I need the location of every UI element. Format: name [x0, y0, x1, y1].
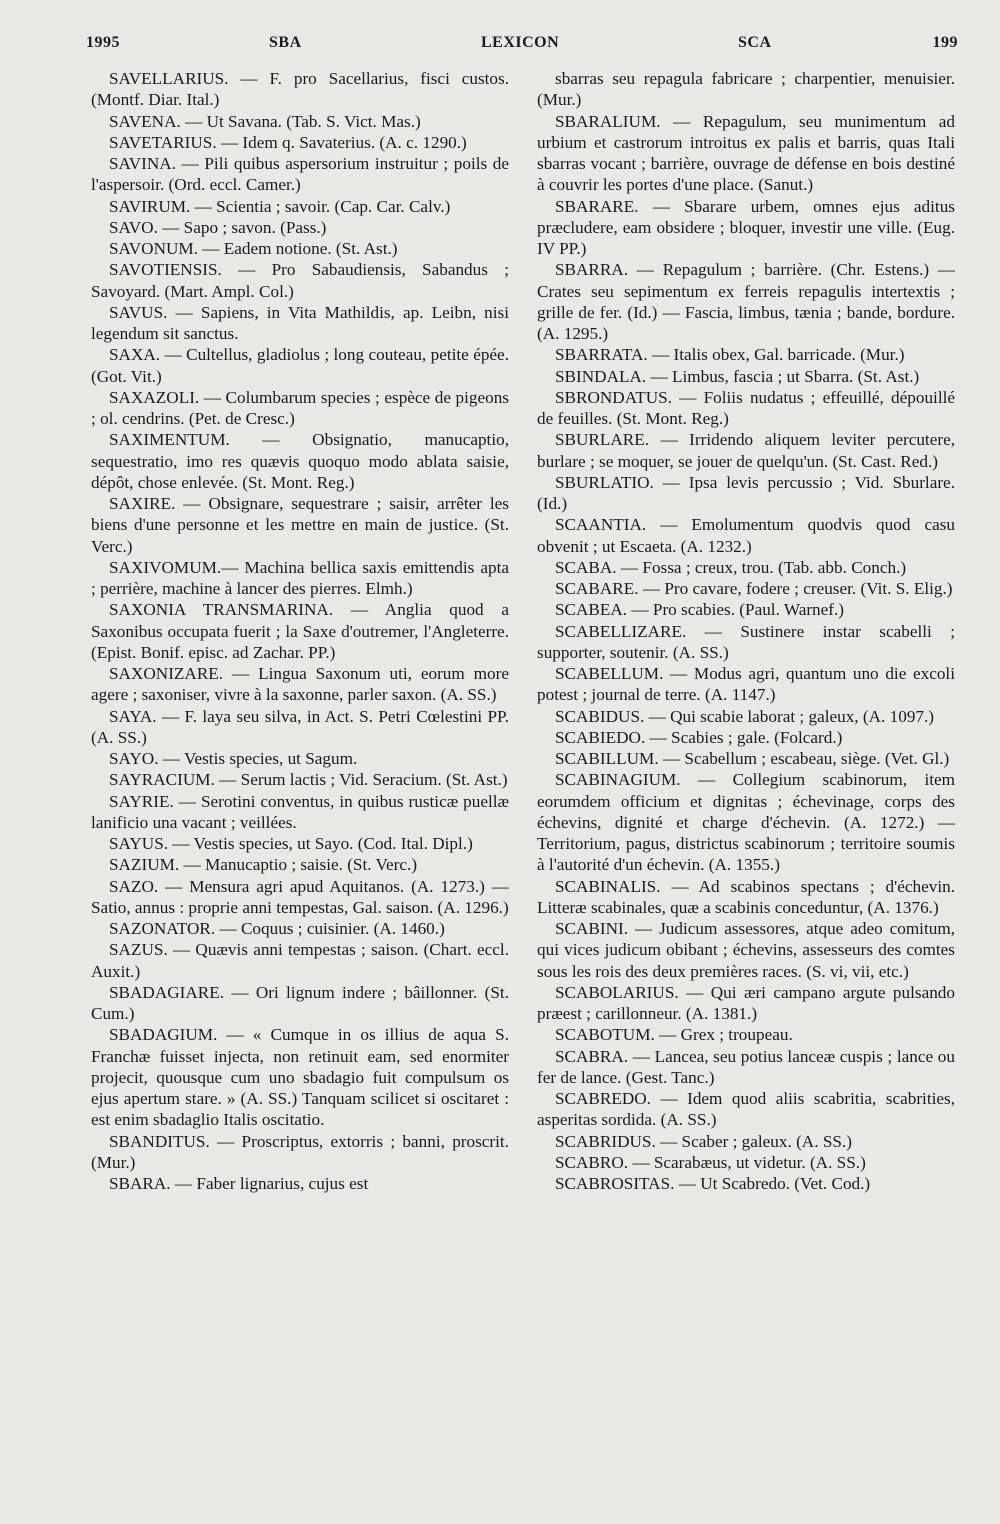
dictionary-entry: SAVUS. — Sapiens, in Vita Mathildis, ap. Leibn, nisi legendum sit sanctus. [91, 302, 509, 343]
dictionary-entry: SAVINA. — Pili quibus aspersorium instruitur ; poils de l'aspersoir. (Ord. eccl. Camer.) [91, 154, 509, 195]
dictionary-entry: sbarras seu repagula fabricare ; charpentier, menuisier. (Mur.) [537, 69, 955, 110]
dictionary-entry: SAVOTIENSIS. — Pro Sabaudiensis, Sabandus ; Savoyard. (Mart. Ampl. Col.) [91, 260, 509, 301]
dictionary-entry: SAVETARIUS. — Idem q. Savaterius. (A. c. 1290.) [109, 132, 467, 152]
dictionary-entry: SAVIRUM. — Scientia ; savoir. (Cap. Car. Calv.) [109, 196, 451, 216]
dictionary-entry: SBARRATA. — Italis obex, Gal. barricade. (Mur.) [555, 345, 905, 365]
dictionary-entry: SBARARE. — Sbarare urbem, omnes ejus aditus præcludere, eam obsidere ; bloquer, investir une ville. (Eug. IV PP.) [537, 196, 955, 258]
dictionary-entry: SCABILLUM. — Scabellum ; escabeau, siège. (Vet. Gl.) [555, 749, 950, 768]
dictionary-entry: SCABROSITAS. — Ut Scabredo. (Vet. Cod.) [555, 1174, 871, 1193]
dictionary-entry: SCABINI. — Judicum assessores, atque adeo comitum, qui vices judicum obibant ; échevins, assesseurs des comtes sous les rois des deux premières races. (S. vi, vii, etc.) [537, 919, 955, 981]
dictionary-entry: SAXIVOMUM.— Machina bellica saxis emittendis apta ; perrière, machine à lancer des pierres. Elmh.) [91, 557, 509, 598]
dictionary-entry: SAXONIZARE. — Lingua Saxonum uti, eorum more agere ; saxoniser, vivre à la saxonne, parler saxon. (A. SS.) [91, 664, 509, 705]
running-header [86, 34, 958, 58]
dictionary-entry: SAZO. — Mensura agri apud Aquitanos. (A. 1273.) — Satio, annus : proprie anni tempestas, Gal. saison. (A. 1296.) [91, 876, 509, 917]
dictionary-entry: SAXA. — Cultellus, gladiolus ; long couteau, petite épée. (Got. Vit.) [91, 345, 509, 386]
header-right-word: SCA [738, 34, 772, 51]
dictionary-entry: SCABA. — Fossa ; creux, trou. (Tab. abb. Conch.) [555, 557, 907, 577]
dictionary-entry: SAYRACIUM. — Serum lactis ; Vid. Seracium. (St. Ast.) [109, 770, 508, 790]
dictionary-entry: SBRONDATUS. — Foliis nudatus ; effeuillé, dépouillé de feuilles. (St. Mont. Reg.) [537, 387, 955, 428]
dictionary-entry: SCABELLUM. — Modus agri, quantum uno die excoli potest ; journal de terre. (A. 1147.) [537, 664, 955, 705]
dictionary-entry: SCABOLARIUS. — Qui æri campano argute pulsando præest ; carillonneur. (A. 1381.) [537, 982, 955, 1023]
dictionary-entry: SBARRA. — Repagulum ; barrière. (Chr. Estens.) — Crates seu sepimentum ex ferreis repagulis intertextis ; grille de fer. (Id.) — Fascia, limbus, tænia ; bande, bordure. (A. 1295.) [537, 260, 955, 343]
dictionary-entry: SBARA. — Faber lignarius, cujus est [109, 1174, 369, 1193]
dictionary-entry: SBADAGIARE. — Ori lignum indere ; bâillonner. (St. Cum.) [91, 982, 509, 1023]
dictionary-entry: SAYO. — Vestis species, ut Sagum. [109, 749, 358, 768]
dictionary-entry: SAXONIA TRANSMARINA. — Anglia quod a Saxonibus occupata fuerit ; la Saxe d'outremer, l'Angleterre. (Epist. Bonif. episc. ad Zachar. PP.) [91, 600, 509, 662]
header-year: 1995 [86, 34, 120, 51]
dictionary-entry: SAZUS. — Quævis anni tempestas ; saison. (Chart. eccl. Auxit.) [91, 940, 509, 981]
dictionary-entry: SBURLARE. — Irridendo aliquem leviter percutere, burlare ; se moquer, se jouer de quelqu'un. (St. Cast. Red.) [537, 430, 955, 471]
dictionary-entry: SCABELLIZARE. — Sustinere instar scabelli ; supporter, soutenir. (A. SS.) [537, 621, 955, 662]
dictionary-entry: SCABRO. — Scarabæus, ut videtur. (A. SS.) [555, 1152, 866, 1172]
dictionary-entry: SCABRA. — Lancea, seu potius lanceæ cuspis ; lance ou fer de lance. (Gest. Tanc.) [537, 1046, 955, 1087]
dictionary-entry: SCAANTIA. — Emolumentum quodvis quod casu obvenit ; ut Escaeta. (A. 1232.) [537, 515, 955, 556]
dictionary-entry: SCABRIDUS. — Scaber ; galeux. (A. SS.) [555, 1131, 852, 1151]
dictionary-entry: SAVELLARIUS. — F. pro Sacellarius, fisci custos. (Montf. Diar. Ital.) [91, 69, 509, 110]
header-center: LEXICON [481, 34, 560, 51]
dictionary-entry: SCABARE. — Pro cavare, fodere ; creuser. (Vit. S. Elig.) [555, 579, 953, 598]
dictionary-entry: SAVONUM. — Eadem notione. (St. Ast.) [109, 239, 398, 258]
dictionary-entry: SAVO. — Sapo ; savon. (Pass.) [109, 217, 327, 237]
dictionary-entry: SAYRIE. — Serotini conventus, in quibus rusticæ puellæ lanificio una vacant ; veillées. [91, 791, 509, 832]
dictionary-entry: SAZONATOR. — Coquus ; cuisinier. (A. 1460.) [109, 919, 445, 938]
header-left-word: SBA [269, 34, 302, 51]
dictionary-entry: SCABIEDO. — Scabies ; gale. (Folcard.) [555, 727, 843, 747]
dictionary-entry: SAXAZOLI. — Columbarum species ; espèce de pigeons ; ol. cendrins. (Pet. de Cresc.) [91, 387, 509, 428]
left-column [91, 68, 509, 1194]
dictionary-entry: SCABREDO. — Idem quod aliis scabritia, scabrities, asperitas sordida. (A. SS.) [537, 1089, 955, 1130]
dictionary-entry: SBURLATIO. — Ipsa levis percussio ; Vid. Sburlare. (Id.) [537, 472, 955, 513]
dictionary-entry: SCABEA. — Pro scabies. (Paul. Warnef.) [555, 600, 845, 620]
right-column [537, 68, 955, 1194]
dictionary-entry: SAXIMENTUM. — Obsignatio, manucaptio, sequestratio, imo res quævis quoquo modo ablata saisie, dépôt, chose enlevée. (St. Mont. Reg.) [91, 430, 509, 492]
dictionary-entry: SAZIUM. — Manucaptio ; saisie. (St. Verc.) [109, 855, 418, 875]
dictionary-entry: SAVENA. — Ut Savana. (Tab. S. Vict. Mas.) [109, 111, 421, 131]
dictionary-entry: SAYUS. — Vestis species, ut Sayo. (Cod. Ital. Dipl.) [109, 834, 473, 853]
dictionary-entry: SCABINAGIUM. — Collegium scabinorum, item eorumdem officium et dignitas ; échevinage, corps des échevins, dignité et charge d'échevin. (A. 1272.) — Territorium, pagus, districtus scabinorum ; territoire soumis à l'autorité d'un échevin. (A. 1355.) [537, 770, 955, 875]
dictionary-entry: SCABINALIS. — Ad scabinos spectans ; d'échevin. Litteræ scabinales, quæ a scabinis conceduntur, (A. 1376.) [537, 876, 955, 917]
dictionary-entry: SAYA. — F. laya seu silva, in Act. S. Petri Cœlestini PP. (A. SS.) [91, 706, 509, 747]
dictionary-entry: SBARALIUM. — Repagulum, seu munimentum ad urbium et castrorum introitus ex palis et barris, quas Itali sbarras vocant ; barrière, ouvrage de défense en bois destiné à couvrir les portes d'une place. (Sanut.) [537, 111, 955, 195]
dictionary-entry: SCABIDUS. — Qui scabie laborat ; galeux, (A. 1097.) [555, 706, 935, 726]
dictionary-entry: SAXIRE. — Obsignare, sequestrare ; saisir, arrêter les biens d'une personne et les mettre en main de justice. (St. Verc.) [91, 494, 509, 556]
dictionary-entry: SBINDALA. — Limbus, fascia ; ut Sbarra. (St. Ast.) [555, 366, 920, 386]
dictionary-entry: SBANDITUS. — Proscriptus, extorris ; banni, proscrit. (Mur.) [91, 1131, 509, 1172]
dictionary-entry: SCABOTUM. — Grex ; troupeau. [555, 1025, 793, 1045]
page-number: 199 [932, 34, 958, 51]
dictionary-entry: SBADAGIUM. — « Cumque in os illius de aqua S. Franchæ fuisset injecta, non retinuit eam, sed enormiter projecit, quousque cum uno sbadagio fuit compulsum os ejus apertum stare. » (A. SS.) Tanquam scilicet si oscitaret : est enim sbadaglio Italis oscitatio. [91, 1025, 509, 1130]
